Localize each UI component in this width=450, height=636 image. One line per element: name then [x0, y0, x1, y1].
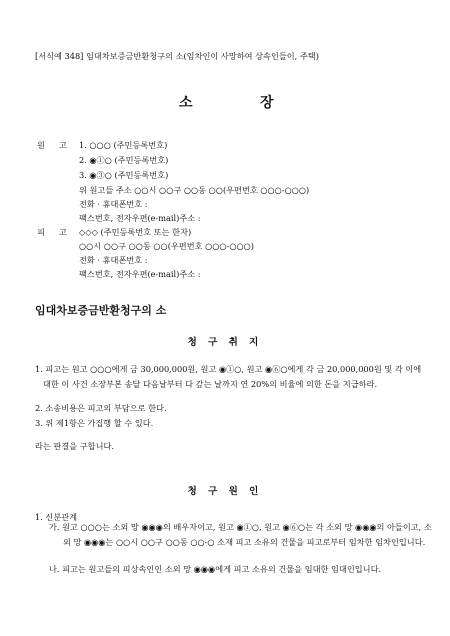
- form-number-line: [서식예 348] 임대차보증금반환청구의 소(임차인이 사망하여 상속인들이, 주택): [35, 51, 319, 61]
- plaintiff-label-1: 원: [37, 140, 45, 150]
- defendant-label-1: 피: [37, 227, 45, 237]
- plaintiff-line-2: 2. ◉①○ (주민등록번호): [79, 155, 169, 165]
- claim-purpose-heading: 청 구 취 지: [187, 337, 263, 348]
- document-title: [0, 92, 450, 112]
- defendant-line-1: ◇◇◇ (주민등록번호 또는 한자): [79, 227, 192, 237]
- case-title: 임대차보증금반환청구의 소: [35, 304, 167, 317]
- plaintiff-address: 위 원고들 주소 ○○시 ○○구 ○○동 ○○(우편번호 ○○○-○○○): [79, 185, 310, 195]
- claim-purpose-item-3: 3. 위 제1항은 가집행 할 수 있다.: [35, 418, 154, 428]
- plaintiff-line-3: 3. ◉③○ (주민등록번호): [79, 170, 169, 180]
- plaintiff-label-2: 고: [59, 140, 67, 150]
- title-char-2: 장: [260, 95, 274, 111]
- defendant-label-2: 고: [59, 227, 67, 237]
- claim-cause-item-ga: 가. 원고 ○○○는 소외 망 ◉◉◉의 배우자이고, 원고 ◉①○, 원고 ◉⑥○는 각 소외 망 ◉◉◉의 아들이고, 소외 망 ◉◉◉는 ○○시 ○○구 ○○동 ○○-○ 소재 피고 소유의 건물을 피고로부터 임차한 임차인입니다.: [49, 522, 432, 547]
- claim-cause-heading: 청 구 원 인: [187, 486, 263, 497]
- plaintiff-fax-email: 팩스번호, 전자우편(e-mail)주소 :: [79, 213, 201, 223]
- claim-cause-section-1: 1. 신분관계: [35, 512, 78, 522]
- claim-purpose-closing: 라는 판결을 구합니다.: [35, 441, 114, 451]
- defendant-fax-email: 팩스번호, 전자우편(e-mail)주소 :: [79, 269, 201, 279]
- claim-cause-item-na: 나. 피고는 원고들의 피상속인인 소외 망 ◉◉◉에게 피고 소유의 건물을 임대한 임대인입니다.: [49, 564, 382, 574]
- plaintiff-phone: 전화 · 휴대폰번호 :: [79, 199, 148, 209]
- plaintiff-line-1: 1. ○○○ (주민등록번호): [79, 140, 168, 150]
- defendant-phone: 전화 · 휴대폰번호 :: [79, 255, 148, 265]
- claim-purpose-item-2: 2. 소송비용은 피고의 부담으로 한다.: [35, 403, 167, 413]
- title-char-1: 소: [179, 95, 193, 111]
- defendant-address: ○○시 ○○구 ○○동 ○○(우편번호 ○○○-○○○): [79, 241, 254, 251]
- claim-purpose-item-1: 1. 피고는 원고 ○○○에게 금 30,000,000원, 원고 ◉①○, 원고 ◉⑥○에게 각 금 20,000,000원 및 각 이에 대한 이 사건 소장부본 송달 다음날부터 다 갚는 날까지 연 20%의 비율에 의한 돈을 지급하라.: [35, 364, 422, 389]
